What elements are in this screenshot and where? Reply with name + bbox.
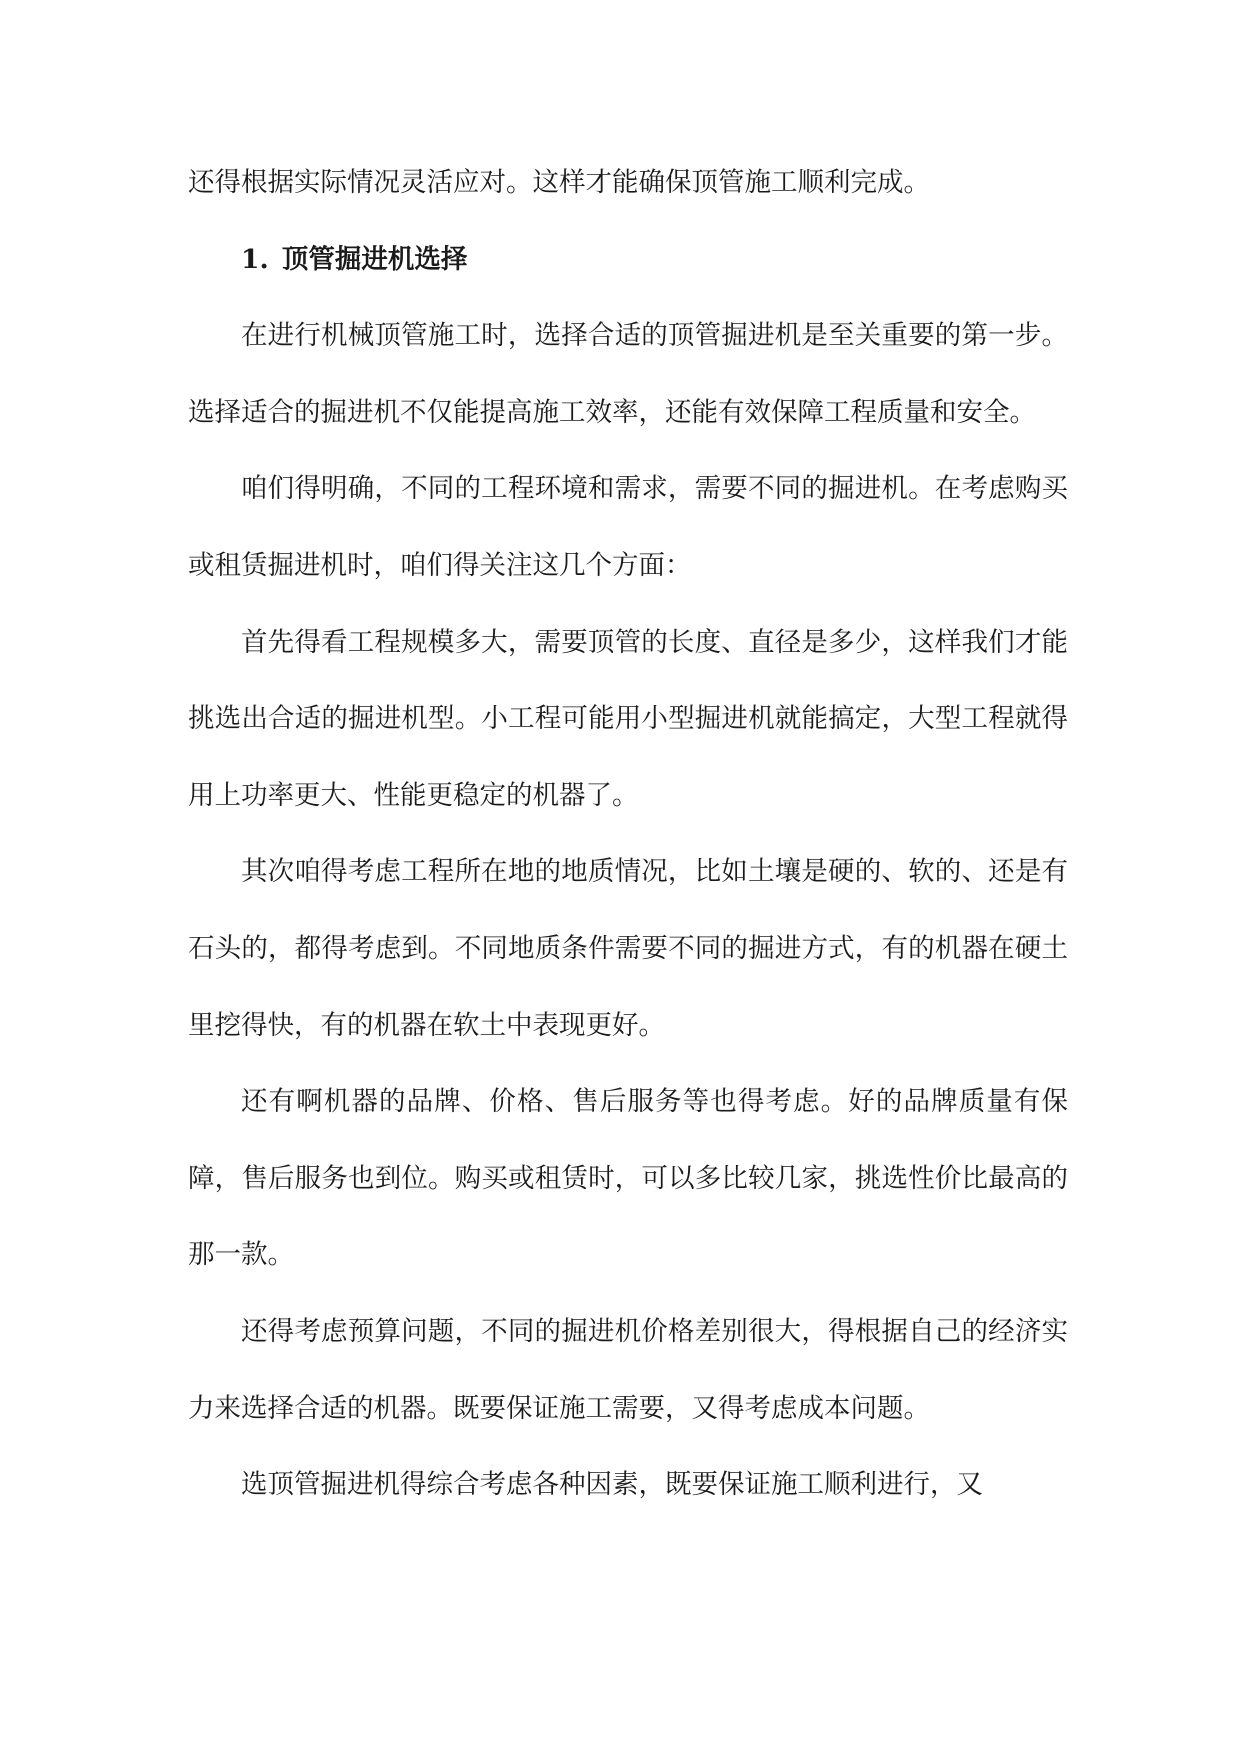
paragraph: 选顶管掘进机得综合考虑各种因素，既要保证施工顺利进行，又	[241, 1469, 983, 1501]
document-body	[188, 145, 1068, 1524]
paragraph: 咱们得明确，不同的工程环境和需求，需要不同的掘进机。在考虑购买或租赁掘进机时，咱们得关注这几个方面：	[188, 473, 1068, 581]
section-heading	[188, 222, 1068, 299]
paragraph-continuation: 还得根据实际情况灵活应对。这样才能确保顶管施工顺利完成。	[188, 167, 930, 198]
paragraph: 还得考虑预算问题，不同的掘进机价格差别很大，得根据自己的经济实力来选择合适的机器。既要保证施工需要，又得考虑成本问题。	[188, 1315, 1068, 1424]
paragraph: 首先得看工程规模多大，需要顶管的长度、直径是多少，这样我们才能挑选出合适的掘进机型。小工程可能用小型掘进机就能搞定，大型工程就得用上功率更大、性能更稳定的机器了。	[188, 626, 1068, 811]
paragraph: 其次咱得考虑工程所在地的地质情况，比如土壤是硬的、软的、还是有石头的，都得考虑到。不同地质条件需要不同的掘进方式，有的机器在硬土里挖得快，有的机器在软土中表现更好。	[188, 856, 1068, 1041]
section-title: 顶管掘进机选择	[281, 243, 468, 275]
paragraph: 还有啊机器的品牌、价格、售后服务等也得考虑。好的品牌质量有保障，售后服务也到位。购买或租赁时，可以多比较几家，挑选性价比最高的那一款。	[188, 1086, 1068, 1271]
section-number: 1.	[241, 243, 269, 275]
paragraph: 在进行机械顶管施工时，选择合适的顶管掘进机是至关重要的第一步。选择适合的掘进机不仅能提高施工效率，还能有效保障工程质量和安全。	[188, 320, 1068, 428]
